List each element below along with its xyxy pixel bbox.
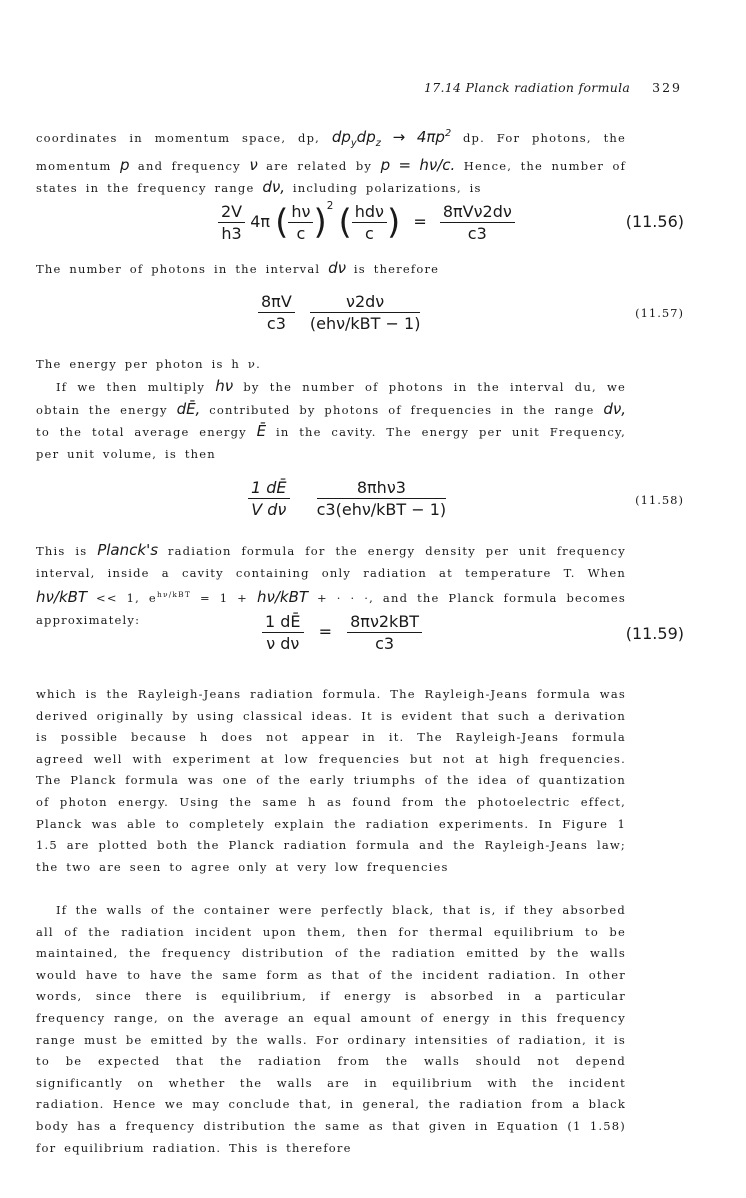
- text-run: contributed by photons of frequencies in the range: [209, 402, 595, 417]
- eq-equals: =: [318, 622, 333, 641]
- math-planck: Planck's: [97, 541, 159, 559]
- text-run: Hence, the number of states in the frequency range: [36, 158, 627, 196]
- math-momentum-shell: $dp_ydp_z \to 4\pi p^2$: [331, 128, 452, 149]
- eq-frac-num: ν2dν: [310, 292, 421, 313]
- text-run: including polarizations, is: [292, 181, 482, 196]
- eq-frac-den: c: [296, 224, 306, 243]
- math-p-relation: p = hν/c.: [380, 155, 456, 174]
- text-run: dp. For photons, the momentum: [36, 131, 626, 173]
- eq-frac-den: c3: [375, 634, 395, 653]
- eq-frac-num: 8πVν2dν: [440, 202, 515, 223]
- math-p: p: [119, 155, 130, 174]
- paragraph-photon-count: [36, 258, 626, 281]
- math-dnu: dν,: [262, 178, 285, 197]
- math-hnu: hν: [215, 377, 234, 395]
- eq-frac-num: 2V: [218, 202, 245, 223]
- text-run: and frequency: [137, 158, 241, 173]
- eq-frac-num: 1 dĒ: [262, 612, 304, 633]
- paragraph-energy-per-photon: The energy per photon is h ν.: [36, 357, 261, 371]
- equation-11-56: $\frac{2V}{h3}$ 4π ( $\frac{h\nu}{c}$ )$^2$ ( $\frac{\text{hdν}}{c}$ ) = $\frac{\text{8πVν2dν}}{c3}$: [218, 200, 515, 243]
- eq-frac-den: ν dν: [266, 634, 300, 653]
- equation-number-11-59: (11.59): [625, 624, 684, 643]
- running-title: 17.14 Planck radiation formula: [423, 80, 631, 95]
- text-run: coordinates in momentum space, dp,: [36, 131, 321, 145]
- eq-term: 4π: [250, 212, 271, 231]
- text-run: The number of photons in the interval: [36, 262, 321, 276]
- eq-frac-den: c: [364, 224, 374, 243]
- math-ratio: hν/kBT: [36, 588, 88, 607]
- text-run: + · · ·, and the Planck formula becomes approximately:: [36, 591, 627, 627]
- eq-frac-den: c3: [467, 224, 487, 243]
- running-header: [424, 80, 682, 95]
- math-dE: dĒ,: [176, 399, 201, 418]
- math-nu: ν: [249, 155, 258, 174]
- text-run: by the number of photons in the interval du, we obtain the energy: [36, 380, 626, 417]
- text-run: If we then multiply: [56, 380, 206, 394]
- paragraph-rayleigh-jeans: which is the Rayleigh-Jeans radiation formula. The Rayleigh-Jeans formula was derived originally by using classical ideas. It is evident that such a derivation is possible because h does not appear in it. The Rayleigh-Jeans formula agreed well with experiment at low frequencies but not at high frequencies. The Planck formula was one of the early triumphs of the idea of quantization of photon energy. Using the same h as found from the photoelectric effect, Planck was able to completely explain the radiation experiments. In Figure 1 1.5 are plotted both the Planck radiation formula and the Rayleigh-Jeans law; the two are seen to agree only at very low frequencies: [36, 687, 626, 874]
- math-dnu: dν: [328, 259, 347, 277]
- math-ratio: hν/kBT: [256, 588, 309, 607]
- eq-exponent: 2: [326, 200, 334, 212]
- equation-number-11-58: (11.58): [635, 493, 684, 507]
- eq-frac-num: 8πhν3: [317, 478, 447, 499]
- paragraph-black-body: If the walls of the container were perfectly black, that is, if they absorbed all of the radiation incident upon them, then for thermal equilibrium to be maintained, the frequency distribution of the radiation emitted by the walls would have to have the same form as that of the incident radiation. In other words, since there is equilibrium, if energy is absorbed in a particular frequency range, on the average an equal amount of energy in this frequency range must be emitted by the walls. For ordinary intensities of radiation, it is to be expected that the radiation from the walls should not depend significantly on whether the walls are in equilibrium with the incident radiation. Hence we may conclude that, in general, the radiation from a black body has a frequency distribution the same as that given in Equation (1 1.58) for equilibrium radiation. This is therefore: [36, 903, 626, 1155]
- eq-frac-den: V dν: [251, 500, 287, 519]
- equation-11-58: [248, 478, 446, 519]
- page-number: 329: [652, 80, 682, 95]
- equation-11-57: [258, 292, 420, 333]
- text-run: is therefore: [353, 262, 440, 276]
- text-run: in the cavity. The energy per unit Frequency, per unit volume, is then: [36, 425, 627, 461]
- paragraph-energy-density: [36, 376, 626, 465]
- eq-frac-num: hdν: [352, 202, 387, 223]
- math-dnu: dν,: [603, 399, 627, 418]
- eq-frac-den: (ehν/kBT − 1): [309, 314, 421, 333]
- paragraph-momentum-states: [36, 123, 626, 200]
- eq-frac-num: hν: [288, 202, 313, 223]
- text-run: to the total average energy: [36, 425, 247, 440]
- text-run: radiation formula for the energy density per unit frequency interval, inside a cavity containing only radiation at temperature T. When: [36, 544, 626, 580]
- equation-11-59: [262, 612, 422, 653]
- text-run: = 1 +: [199, 591, 248, 606]
- text-run: << 1, e: [96, 591, 157, 606]
- math-exponent: hν/kBT: [156, 590, 192, 600]
- eq-frac-num: 8πν2kBT: [347, 612, 422, 633]
- eq-equals: =: [413, 212, 427, 231]
- equation-number-11-56: (11.56): [625, 212, 684, 231]
- eq-frac-num: 8πV: [258, 292, 295, 313]
- math-E: Ē: [256, 422, 267, 441]
- eq-frac-num: 1 dĒ: [248, 478, 290, 499]
- text-run: This is: [36, 544, 88, 558]
- eq-frac-den: h3: [221, 224, 242, 243]
- eq-frac-den: c3: [266, 314, 286, 333]
- equation-number-11-57: (11.57): [635, 306, 684, 320]
- eq-frac-den: c3(ehν/kBT − 1): [316, 500, 447, 519]
- text-run: are related by: [266, 158, 373, 173]
